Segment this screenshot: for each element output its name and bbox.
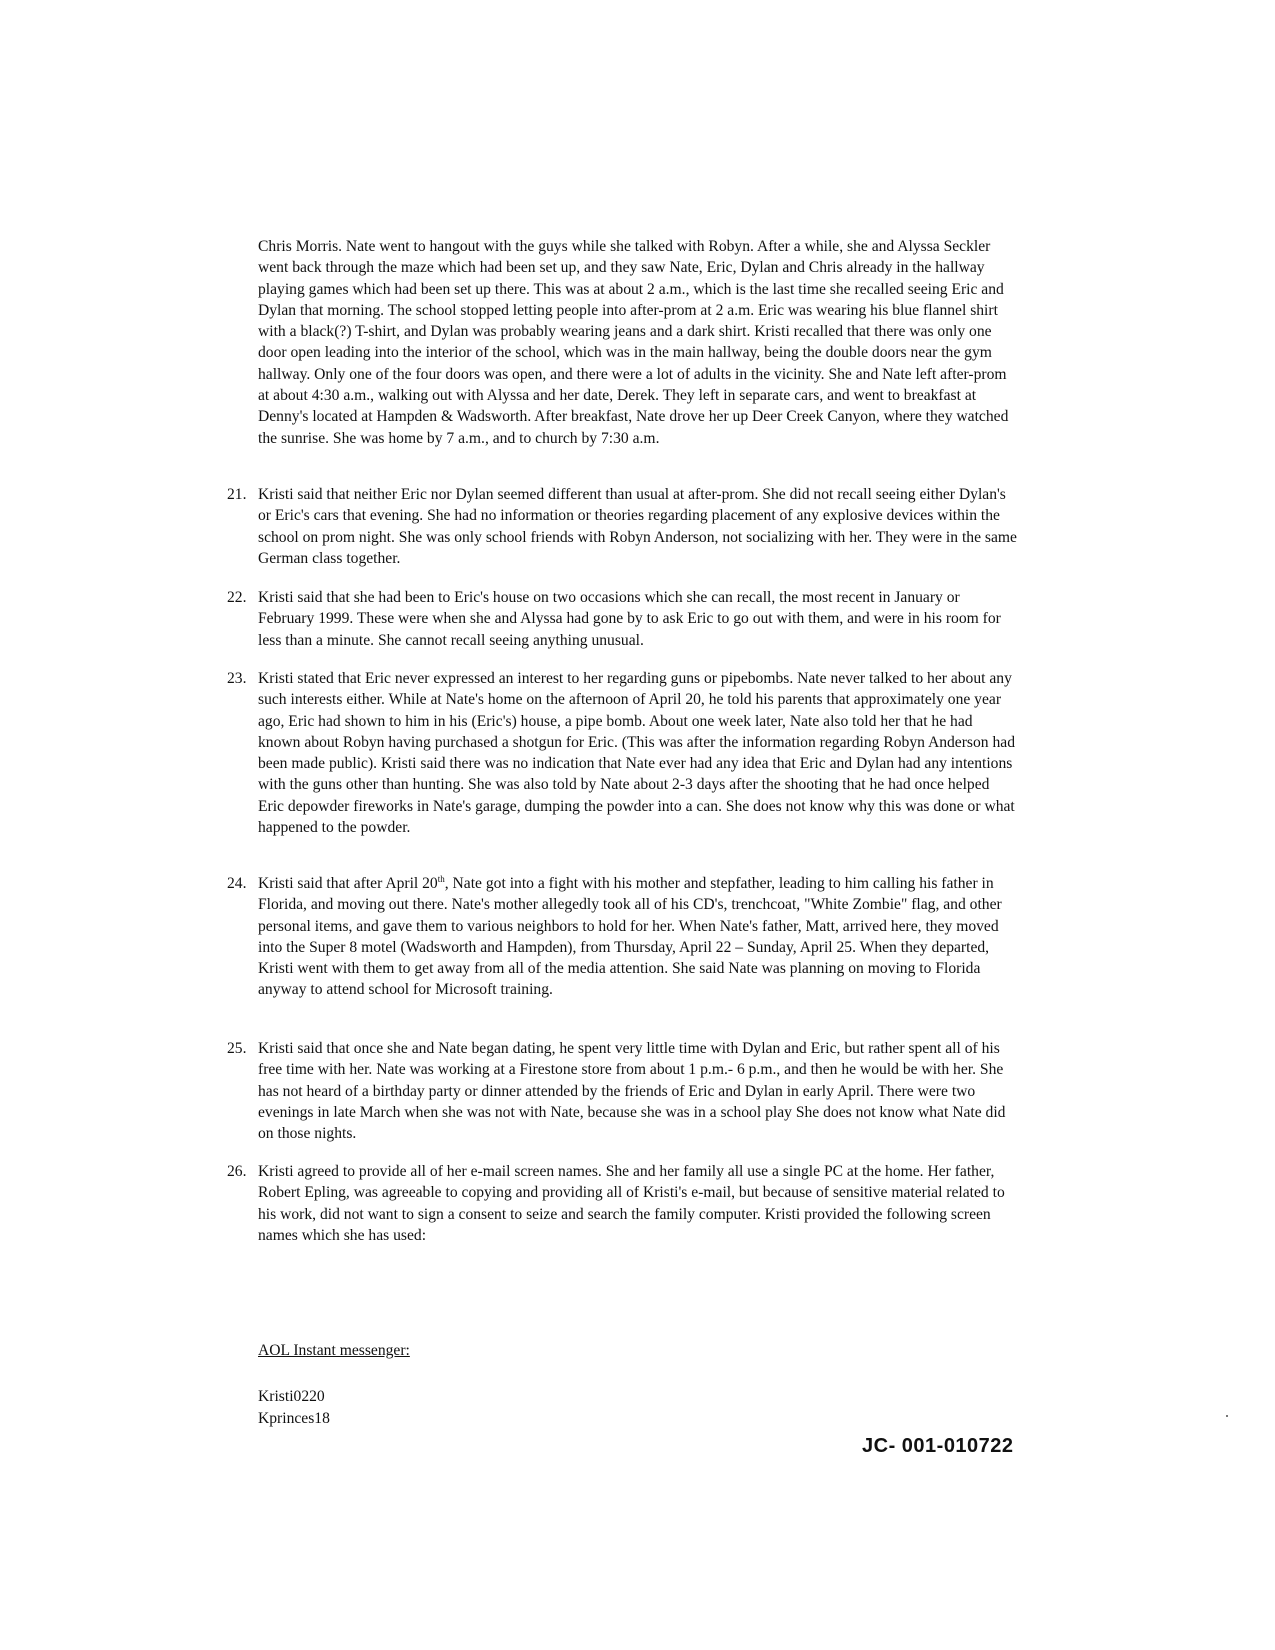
item-number: 22.: [227, 589, 247, 606]
list-item-22: [227, 587, 1018, 651]
item-text: Kristi said that she had been to Eric's house on two occasions which she can recall, the most recent in January or February 1999. These were when she and Alyssa had gone by to ask Eric to go out with them, and were in his room for less than a minute. She cannot recall seeing anything unusual.: [258, 589, 1001, 649]
superscript-th: th: [437, 873, 445, 884]
item-text: , Nate got into a fight with his mother and stepfather, leading to him calling his father in Florida, and moving out there. Nate's mother allegedly took all of his CD's, trenchcoat, "White Zombie" flag, and other personal items, and gave them to various neighbors to hold for her. When Nate's father, Matt, arrived here, they moved into the Super 8 motel (Wadsworth and Hampden), from Thursday, April 22 – Sunday, April 25. When they departed, Kristi went with them to get away from all of the media attention. She said Nate was planning on moving to Florida anyway to attend school for Microsoft training.: [258, 875, 1002, 999]
item-number: 26.: [227, 1163, 247, 1180]
item-text: Kristi said that once she and Nate began dating, he spent very little time with Dylan and Eric, but rather spent all of his free time with her. Nate was working at a Firestone store from about 1 p.m.- 6 p.m., and then he would be with her. She has not heard of a birthday party or dinner attended by the friends of Eric and Dylan in early April. There were two evenings in late March when she was not with Nate, because she was in a school play She does not know what Nate did on those nights.: [258, 1040, 1006, 1143]
item-number: 24.: [227, 875, 247, 892]
scan-speck: [1226, 1415, 1228, 1417]
item-number: 21.: [227, 486, 247, 503]
list-item-21: [227, 484, 1018, 569]
list-item-25: [227, 1038, 1018, 1144]
item-number: 25.: [227, 1040, 247, 1057]
item-text-lead: Kristi said that after April 20: [258, 875, 438, 892]
list-item-24: [227, 873, 1018, 1001]
list-item-23: [227, 668, 1018, 838]
screen-name: Kprinces18: [258, 1409, 330, 1427]
list-item-26: [227, 1161, 1018, 1246]
item-text-container: [258, 873, 1018, 1001]
item-text: Kristi said that neither Eric nor Dylan seemed different than usual at after-prom. She did not recall seeing either Dylan's or Eric's cars that evening. She had no information or theories regarding placement of any explosive devices within the school on prom night. She was only school friends with Robyn Anderson, not socializing with her. They were in the same German class together.: [258, 486, 1017, 567]
item-text: Kristi agreed to provide all of her e-mail screen names. She and her family all use a single PC at the home. Her father, Robert Epling, was agreeable to copying and providing all of Kristi's e-mail, but because of sensitive material related to his work, did not want to sign a consent to seize and search the family computer. Kristi provided the following screen names which she has used:: [258, 1163, 1005, 1244]
screen-names-list: [258, 1386, 330, 1429]
document-id: JC- 001-010722: [862, 1435, 1014, 1457]
item-text: Kristi stated that Eric never expressed an interest to her regarding guns or pipebombs. Nate never talked to her about any such interests either. While at Nate's home on the afternoon of April 20, he told his parents that approximately one year ago, Eric had shown to him in his (Eric's) house, a pipe bomb. About one week later, Nate also told her that he had known about Robyn having purchased a shotgun for Eric. (This was after the information regarding Robyn Anderson had been made public). Kristi said there was no indication that Nate ever had any idea that Eric and Dylan had any intentions with the guns other than hunting. She was also told by Nate about 2-3 days after the shooting that he had once helped Eric depowder fireworks in Nate's garage, dumping the powder into a can. She does not know why this was done or what happened to the powder.: [258, 670, 1015, 837]
item-number: 23.: [227, 670, 247, 687]
aol-heading: AOL Instant messenger:: [258, 1342, 410, 1359]
intro-paragraph: Chris Morris. Nate went to hangout with the guys while she talked with Robyn. After a while, she and Alyssa Seckler went back through the maze which had been set up, and they saw Nate, Eric, Dylan and Chris already in the hallway playing games which had been set up there. This was at about 2 a.m., which is the last time she recalled seeing Eric and Dylan that morning. The school stopped letting people into after-prom at 2 a.m. Eric was wearing his blue flannel shirt with a black(?) T-shirt, and Dylan was probably wearing jeans and a dark shirt. Kristi recalled that there was only one door open leading into the interior of the school, which was in the main hallway, being the double doors near the gym hallway. Only one of the four doors was open, and there were a lot of adults in the vicinity. She and Nate left after-prom at about 4:30 a.m., walking out with Alyssa and her date, Derek. They left in separate cars, and went to breakfast at Denny's located at Hampden & Wadsworth. After breakfast, Nate drove her up Deer Creek Canyon, where they watched the sunrise. She was home by 7 a.m., and to church by 7:30 a.m.: [258, 238, 1009, 447]
screen-name: Kristi0220: [258, 1388, 325, 1405]
